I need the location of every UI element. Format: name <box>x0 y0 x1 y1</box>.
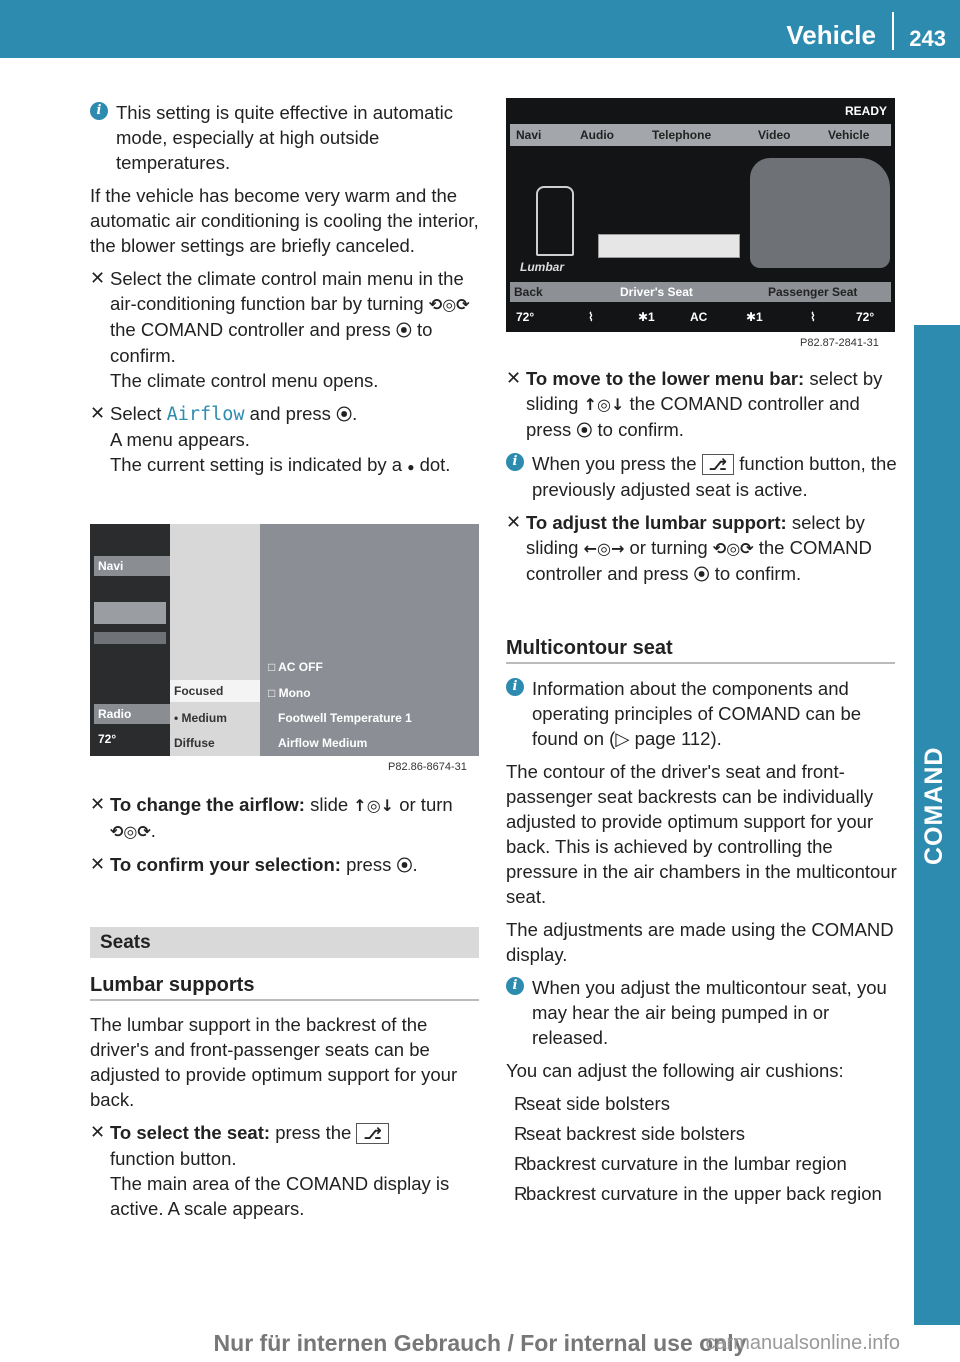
subsection-heading: Lumbar supports <box>90 974 255 996</box>
footer-site: carmanualsonline.info <box>705 1332 900 1354</box>
screen-right-panel <box>260 524 479 756</box>
instruction-step <box>90 792 482 844</box>
option-medium: • Medium <box>174 711 227 725</box>
step-text: slide <box>310 794 349 815</box>
step-text: the COMAND controller and press <box>526 537 872 584</box>
screen-bottom-bar <box>510 306 891 328</box>
step-text: or turning <box>629 537 708 558</box>
info-icon: i <box>506 453 524 471</box>
instruction-step <box>90 401 482 480</box>
slide-controller-icon: ↑◎↓ <box>353 796 395 815</box>
list-item <box>506 1121 898 1146</box>
info-icon: i <box>90 102 108 120</box>
menu-back: Back <box>514 285 543 299</box>
screen-band <box>94 602 166 624</box>
step-text: . <box>352 403 358 424</box>
step-text: and press <box>249 403 331 424</box>
menu-item-code: Airflow <box>166 404 245 425</box>
list-item <box>506 1091 898 1116</box>
paragraph: The adjustments are made using the COMAND display. <box>506 919 894 965</box>
option-footwell: Footwell Temperature 1 <box>278 711 412 725</box>
option-focused: Focused <box>174 684 224 698</box>
step-text: . <box>150 820 156 841</box>
info-note <box>506 451 898 502</box>
press-controller-icon: ⦿ <box>396 856 413 875</box>
instruction-step <box>506 366 898 443</box>
header-bar <box>0 0 960 58</box>
instruction-step <box>90 852 482 878</box>
step-text: Select the climate control main menu in the air-conditioning function bar by turning <box>110 268 464 314</box>
option-airflow: Airflow Medium <box>278 736 368 750</box>
seat-graphic-icon <box>750 158 890 268</box>
bullet-icon: R <box>514 1123 528 1144</box>
step-text: select by sliding <box>526 512 865 558</box>
left-column-mid <box>90 792 482 886</box>
screen-airflow-options <box>170 524 260 756</box>
step-title: To select the seat: <box>110 1122 271 1143</box>
info-note <box>90 100 482 175</box>
info-note <box>506 975 898 1050</box>
lumbar-screen-image <box>506 98 895 332</box>
turn-controller-icon: ⟲◎⟳ <box>712 539 754 558</box>
step-text: . <box>412 854 418 875</box>
info-note <box>506 676 898 751</box>
step-marker-icon: ✕ <box>506 368 522 388</box>
step-marker-icon: ✕ <box>90 403 106 423</box>
step-text: select by sliding <box>526 368 883 414</box>
step-text: to confirm. <box>597 419 684 440</box>
step-title: To adjust the lumbar support: <box>526 512 787 533</box>
press-controller-icon: ⦿ <box>693 565 710 584</box>
page-number: 243 <box>909 26 946 51</box>
status-ready: READY <box>844 104 887 118</box>
step-title: To move to the lower menu bar: <box>526 368 805 389</box>
side-tab <box>914 325 960 1325</box>
screen-menu-radio: Radio <box>94 704 170 724</box>
side-tab-label: COMAND <box>920 746 948 865</box>
left-column-top <box>90 100 482 488</box>
lumbar-scale <box>598 234 740 258</box>
step-marker-icon: ✕ <box>90 854 106 874</box>
step-result: The climate control menu opens. <box>110 370 379 391</box>
press-controller-icon: ⦿ <box>576 421 593 440</box>
screen-left-panel <box>90 524 170 756</box>
scale-label: Lumbar <box>520 260 565 274</box>
slide-controller-icon: ↑◎↓ <box>583 395 625 414</box>
header-divider <box>892 12 894 50</box>
fan-right-icon: ✱1 <box>746 310 763 324</box>
step-result: The main area of the COMAND display is active. A scale appears. <box>110 1173 450 1219</box>
option-diffuse: Diffuse <box>174 736 215 750</box>
fan-left-icon: ✱1 <box>638 310 655 324</box>
step-marker-icon: ✕ <box>506 512 522 532</box>
image-caption: P82.87-2841-31 <box>800 337 879 349</box>
section-heading: Seats <box>100 932 151 953</box>
note-text: When you adjust the multicontour seat, you may hear the air being pumped in or released. <box>532 977 887 1048</box>
screen-menu-vehicle: Vehicle <box>828 128 870 142</box>
heading-rule <box>90 999 479 1001</box>
footer <box>0 1330 960 1357</box>
seat-outline-icon <box>536 186 574 256</box>
step-text: or turn <box>399 794 453 815</box>
info-icon: i <box>506 678 524 696</box>
step-marker-icon: ✕ <box>90 268 106 288</box>
menu-drivers-seat: Driver's Seat <box>620 285 693 299</box>
step-text: The current setting is indicated by a <box>110 454 403 475</box>
screen-temp: 72° <box>98 732 117 746</box>
subsection-heading: Multicontour seat <box>506 637 673 659</box>
option-ac: □ AC OFF <box>268 660 323 674</box>
paragraph: You can adjust the following air cushions: <box>506 1060 844 1081</box>
screen-menu-audio: Audio <box>580 128 614 142</box>
bullet-icon: R <box>514 1153 528 1174</box>
turn-controller-icon: ⟲◎⟳ <box>428 295 470 314</box>
seat-heat-icon: ⌇ <box>588 310 594 324</box>
step-text: the COMAND controller and press <box>110 319 391 340</box>
list-item <box>506 1181 898 1206</box>
bullet-icon: R <box>514 1183 528 1204</box>
bullet-icon: R <box>514 1093 528 1114</box>
step-text: to confirm. <box>110 319 433 366</box>
screen-band <box>94 632 166 644</box>
press-controller-icon: ⦿ <box>336 405 353 424</box>
section-heading-bar <box>90 927 479 958</box>
turn-controller-icon: ⟲◎⟳ <box>110 822 151 841</box>
instruction-step <box>506 510 898 587</box>
screen-top-menu <box>510 124 891 146</box>
screen-menu-navi: Navi <box>94 556 170 576</box>
paragraph: The lumbar support in the backrest of the driver's and front-passenger seats can be adjusted to provide optimum support for your back. <box>90 1014 458 1110</box>
list-item-text: seat backrest side bolsters <box>526 1123 746 1144</box>
paragraph: The contour of the driver's seat and front-passenger seat backrests can be individually adjusted to provide optimum support for your back. This is achieved by controlling the pressure in the air chambers in the multicontour seat. <box>506 761 897 907</box>
list-item-text: backrest curvature in the lumbar region <box>526 1153 847 1174</box>
note-text <box>526 451 898 502</box>
left-column-bottom <box>90 1012 482 1229</box>
slide-sideways-controller-icon: ←◎→ <box>583 539 625 558</box>
note-text: This setting is quite effective in automatic mode, especially at high outside temperatures. <box>116 102 453 173</box>
paragraph: If the vehicle has become very warm and the automatic air conditioning is cooling the interior, the blower settings are briefly canceled. <box>90 185 479 256</box>
dot-icon: ● <box>407 460 415 474</box>
seat-function-button-icon: ⎇ <box>702 454 734 475</box>
section-title: Vehicle <box>786 20 876 50</box>
step-text: function button. <box>110 1148 237 1169</box>
right-column-bottom <box>506 676 898 1211</box>
image-caption: P82.86-8674-31 <box>388 761 467 773</box>
step-text: the COMAND controller and press <box>526 393 860 440</box>
step-text: press the <box>275 1122 352 1143</box>
temp-right: 72° <box>856 310 875 324</box>
seat-heat-icon: ⌇ <box>810 310 816 324</box>
screen-menu-telephone: Telephone <box>652 128 712 142</box>
press-controller-icon: ⦿ <box>395 321 412 340</box>
instruction-step <box>90 1120 482 1221</box>
screen-bottom-menu <box>510 282 891 302</box>
right-column-top <box>506 366 898 595</box>
list-item <box>506 1151 898 1176</box>
airflow-screen-image <box>90 524 479 756</box>
ac-label: AC <box>690 310 708 324</box>
option-mono: □ Mono <box>268 686 311 700</box>
heading-rule <box>506 662 895 664</box>
step-title: To change the airflow: <box>110 794 305 815</box>
seat-function-button-icon: ⎇ <box>356 1123 388 1144</box>
screen-menu-video: Video <box>758 128 791 142</box>
note-text-part: When you press the <box>532 453 697 474</box>
footer-text: Nur für internen Gebrauch / For internal use only <box>213 1330 747 1356</box>
list-item-text: backrest curvature in the upper back region <box>526 1183 882 1204</box>
step-text: to confirm. <box>714 563 802 584</box>
instruction-step <box>90 266 482 393</box>
info-icon: i <box>506 977 524 995</box>
step-result: A menu appears. <box>110 429 250 450</box>
step-text: press <box>346 854 392 875</box>
note-text-part: function button, the previously adjusted seat is active. <box>532 453 897 500</box>
menu-passenger-seat: Passenger Seat <box>768 285 858 299</box>
step-marker-icon: ✕ <box>90 794 106 814</box>
step-text: Select <box>110 403 162 424</box>
step-marker-icon: ✕ <box>90 1122 106 1142</box>
temp-left: 72° <box>516 310 535 324</box>
screen-menu-navi: Navi <box>516 128 542 142</box>
list-item-text: seat side bolsters <box>526 1093 670 1114</box>
note-text: Information about the components and operating principles of COMAND can be found on (▷ page 112). <box>532 678 862 749</box>
step-title: To confirm your selection: <box>110 854 341 875</box>
step-text: dot. <box>419 454 451 475</box>
